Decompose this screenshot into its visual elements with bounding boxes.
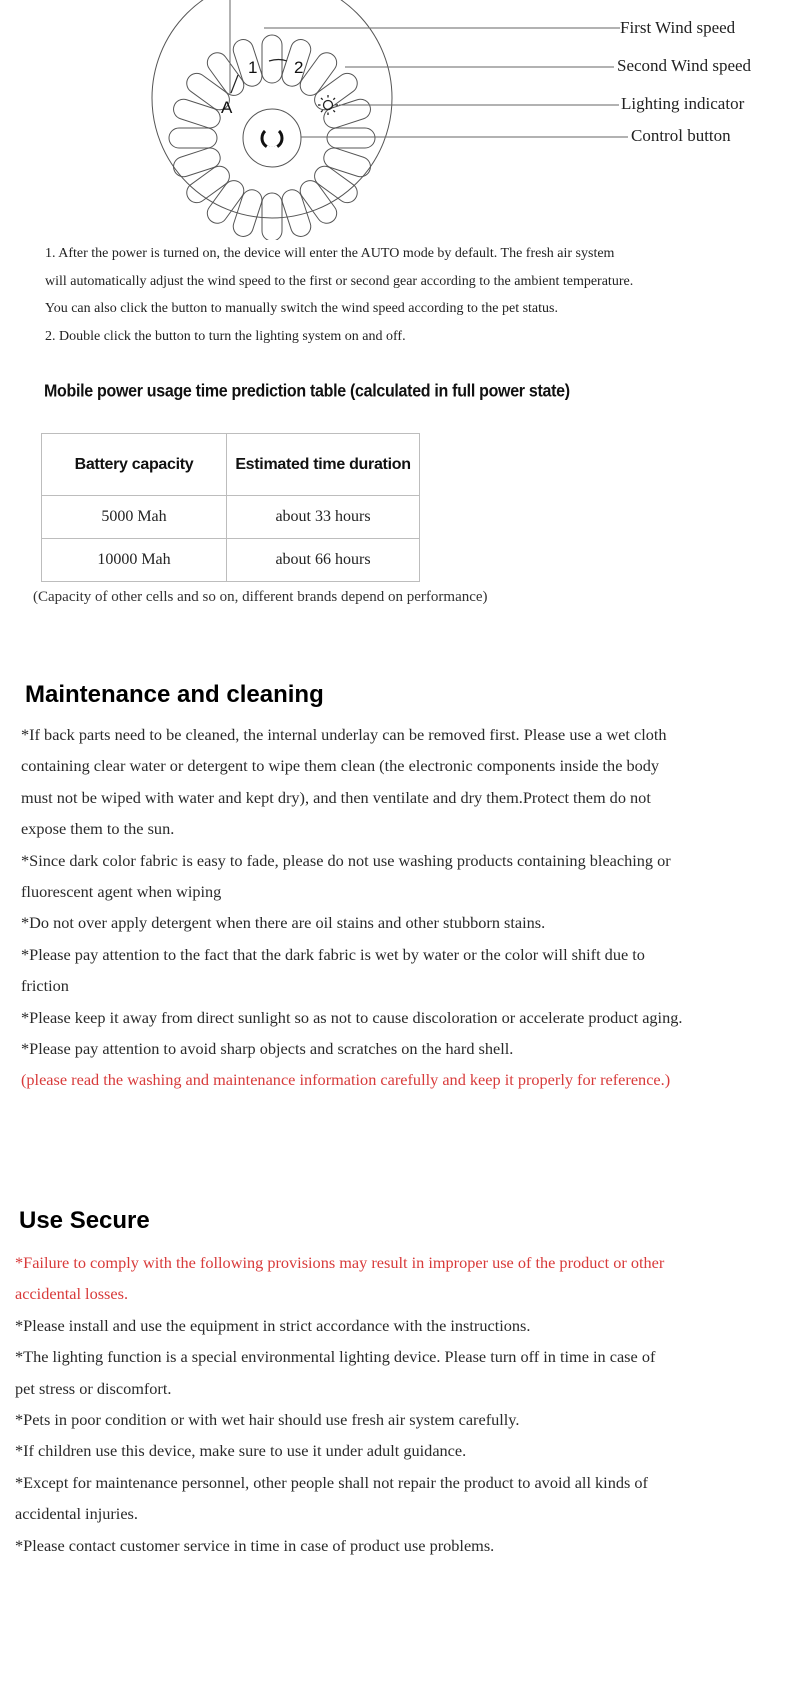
intro-line: You can also click the button to manually switch the wind speed according to the pet status. bbox=[45, 301, 558, 316]
maintenance-line: friction bbox=[21, 976, 69, 996]
maintenance-note-red: (please read the washing and maintenance information carefully and keep it properly for reference.) bbox=[21, 1070, 671, 1090]
table-row bbox=[42, 539, 420, 582]
secure-line: accidental injuries. bbox=[15, 1504, 138, 1524]
maintenance-line: containing clear water or detergent to wipe them clean (the electronic components inside the body bbox=[21, 756, 660, 776]
cell-capacity: 5000 Mah bbox=[42, 496, 227, 539]
label-control-button: Control button bbox=[631, 126, 731, 145]
vent-slot bbox=[262, 193, 282, 240]
maintenance-line: expose them to the sun. bbox=[21, 819, 175, 839]
secure-line: *Pets in poor condition or with wet hair should use fresh air system carefully. bbox=[15, 1410, 520, 1430]
secure-line: *Please contact customer service in time in case of product use problems. bbox=[15, 1535, 495, 1555]
secure-line: *Except for maintenance personnel, other people shall not repair the product to avoid all kinds of bbox=[15, 1472, 648, 1492]
usage-table bbox=[41, 433, 420, 582]
intro-line: will automatically adjust the wind speed to the first or second gear according to the ambient temperature. bbox=[45, 273, 634, 289]
intro-line: 1. After the power is turned on, the device will enter the AUTO mode by default. The fresh air system bbox=[45, 246, 615, 261]
table-note: (Capacity of other cells and so on, different brands depend on performance) bbox=[33, 589, 488, 605]
secure-line: *Please install and use the equipment in strict accordance with the instructions. bbox=[15, 1315, 531, 1335]
usage-table-title: Mobile power usage time prediction table (calculated in full power state) bbox=[44, 382, 570, 401]
dial-mark-a: A bbox=[221, 98, 233, 117]
use-secure-text bbox=[15, 1247, 780, 1561]
vent-slot bbox=[169, 128, 217, 148]
maintenance-line: *If back parts need to be cleaned, the internal underlay can be removed first. Please use a wet cloth bbox=[21, 725, 667, 744]
maintenance-line: *Since dark color fabric is easy to fade, please do not use washing products containing bleaching or bbox=[21, 850, 671, 870]
dial-mark-2: 2 bbox=[294, 58, 304, 77]
intro-line: 2. Double click the button to turn the lighting system on and off. bbox=[45, 328, 406, 344]
header-battery-capacity: Battery capacity bbox=[42, 434, 227, 496]
vent-slot bbox=[327, 128, 375, 148]
secure-line: *If children use this device, make sure to use it under adult guidance. bbox=[15, 1441, 467, 1461]
label-second-wind-speed: Second Wind speed bbox=[617, 56, 752, 75]
dial-mark-1: 1 bbox=[248, 58, 258, 77]
warning-line: accidental losses. bbox=[15, 1284, 129, 1304]
label-lighting-indicator: Lighting indicator bbox=[621, 94, 745, 113]
intro-instructions bbox=[45, 240, 765, 350]
label-first-wind-speed: First Wind speed bbox=[620, 18, 736, 37]
maintenance-line: *Please keep it away from direct sunlight so as not to cause discoloration or accelerate product aging. bbox=[21, 1007, 683, 1027]
maintenance-text bbox=[21, 719, 781, 1096]
header-estimated-time: Estimated time duration bbox=[227, 434, 420, 496]
secure-line: pet stress or discomfort. bbox=[15, 1378, 172, 1398]
maintenance-line: must not be wiped with water and kept dry), and then ventilate and dry them.Protect them do not bbox=[21, 787, 651, 807]
secure-line: *The lighting function is a special environmental lighting device. Please turn off in time in case of bbox=[15, 1347, 656, 1367]
cell-duration: about 66 hours bbox=[227, 539, 420, 582]
use-secure-heading: Use Secure bbox=[19, 1207, 150, 1234]
maintenance-heading: Maintenance and cleaning bbox=[25, 681, 324, 708]
maintenance-line: *Do not over apply detergent when there are oil stains and other stubborn stains. bbox=[21, 913, 546, 933]
table-header-row bbox=[42, 434, 420, 496]
table-row bbox=[42, 496, 420, 539]
maintenance-line: *Please pay attention to avoid sharp objects and scratches on the hard shell. bbox=[21, 1039, 514, 1059]
warning-line: *Failure to comply with the following provisions may result in improper use of the product or other bbox=[15, 1253, 665, 1272]
maintenance-line: fluorescent agent when wiping bbox=[21, 882, 222, 902]
cell-duration: about 33 hours bbox=[227, 496, 420, 539]
cell-capacity: 10000 Mah bbox=[42, 539, 227, 582]
maintenance-line: *Please pay attention to the fact that the dark fabric is wet by water or the color will shift due to bbox=[21, 944, 645, 964]
control-button-ring bbox=[243, 109, 301, 167]
